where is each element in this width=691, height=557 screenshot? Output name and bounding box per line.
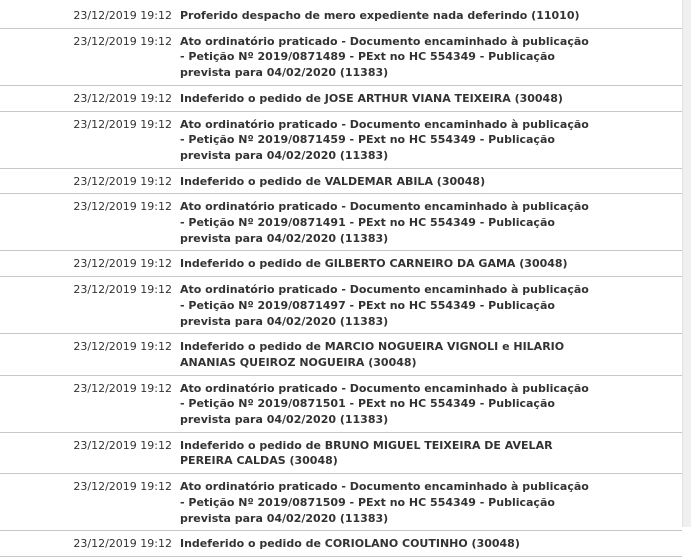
movement-date: 23/12/2019 19:12 [73,283,172,297]
movement-date: 23/12/2019 19:12 [73,340,172,354]
movement-date: 23/12/2019 19:12 [73,174,172,188]
movement-row [0,433,682,474]
movement-row [0,194,682,251]
movement-description: Indeferido o pedido de MARCIO NOGUEIRA VIGNOLI e HILARIO ANANIAS QUEIROZ NOGUEIRA (30048) [180,340,565,369]
movement-row [0,112,682,169]
movement-date: 23/12/2019 19:12 [73,9,172,22]
movement-description: Ato ordinatório praticado - Documento encaminhado à publicação - Petição Nº 2019/0871497 - PExt no HC 554349 - Publicação prevista para 04/02/2020 (11383) [180,283,589,328]
movement-date: 23/12/2019 19:12 [73,34,172,48]
movement-row [0,86,682,112]
movement-row [0,251,682,277]
movement-row [0,334,682,375]
movement-description: Indeferido o pedido de VALDEMAR ABILA (30048) [180,174,486,188]
movement-date: 23/12/2019 19:12 [73,91,172,105]
movements-list [0,3,682,557]
movement-description: Ato ordinatório praticado - Documento encaminhado à publicação - Petição Nº 2019/0871509 - PExt no HC 554349 - Publicação prevista para 04/02/2020 (11383) [180,480,589,525]
movement-description: Ato ordinatório praticado - Documento encaminhado à publicação - Petição Nº 2019/0871489 - PExt no HC 554349 - Publicação prevista para 04/02/2020 (11383) [180,34,589,80]
movement-description: Indeferido o pedido de JOSE ARTHUR VIANA TEIXEIRA (30048) [180,91,563,105]
movement-row [0,376,682,433]
movement-description: Indeferido o pedido de GILBERTO CARNEIRO DA GAMA (30048) [180,257,568,271]
movement-description: Ato ordinatório praticado - Documento encaminhado à publicação - Petição Nº 2019/0871491 - PExt no HC 554349 - Publicação prevista para 04/02/2020 (11383) [180,200,589,245]
movement-date: 23/12/2019 19:12 [73,200,172,214]
movement-date: 23/12/2019 19:12 [73,438,172,452]
movement-row [0,29,682,86]
movement-row [0,531,682,557]
movement-date: 23/12/2019 19:12 [73,117,172,131]
movement-date: 23/12/2019 19:12 [73,480,172,494]
movement-date: 23/12/2019 19:12 [73,381,172,395]
movement-description: Ato ordinatório praticado - Documento encaminhado à publicação - Petição Nº 2019/0871501 - PExt no HC 554349 - Publicação prevista para 04/02/2020 (11383) [180,381,589,427]
movement-description: Ato ordinatório praticado - Documento encaminhado à publicação - Petição Nº 2019/0871459 - PExt no HC 554349 - Publicação prevista para 04/02/2020 (11383) [180,117,589,162]
movement-row [0,3,682,29]
movement-row [0,474,682,531]
movement-description: Indeferido o pedido de CORIOLANO COUTINHO (30048) [180,537,520,551]
movement-description: Indeferido o pedido de BRUNO MIGUEL TEIXEIRA DE AVELAR PEREIRA CALDAS (30048) [180,438,553,468]
movement-date: 23/12/2019 19:12 [73,257,172,271]
vertical-scrollbar[interactable] [682,0,691,527]
movement-row [0,277,682,334]
movement-description: Proferido despacho de mero expediente nada deferindo (11010) [180,9,580,22]
movement-row [0,169,682,195]
movement-date: 23/12/2019 19:12 [73,537,172,551]
